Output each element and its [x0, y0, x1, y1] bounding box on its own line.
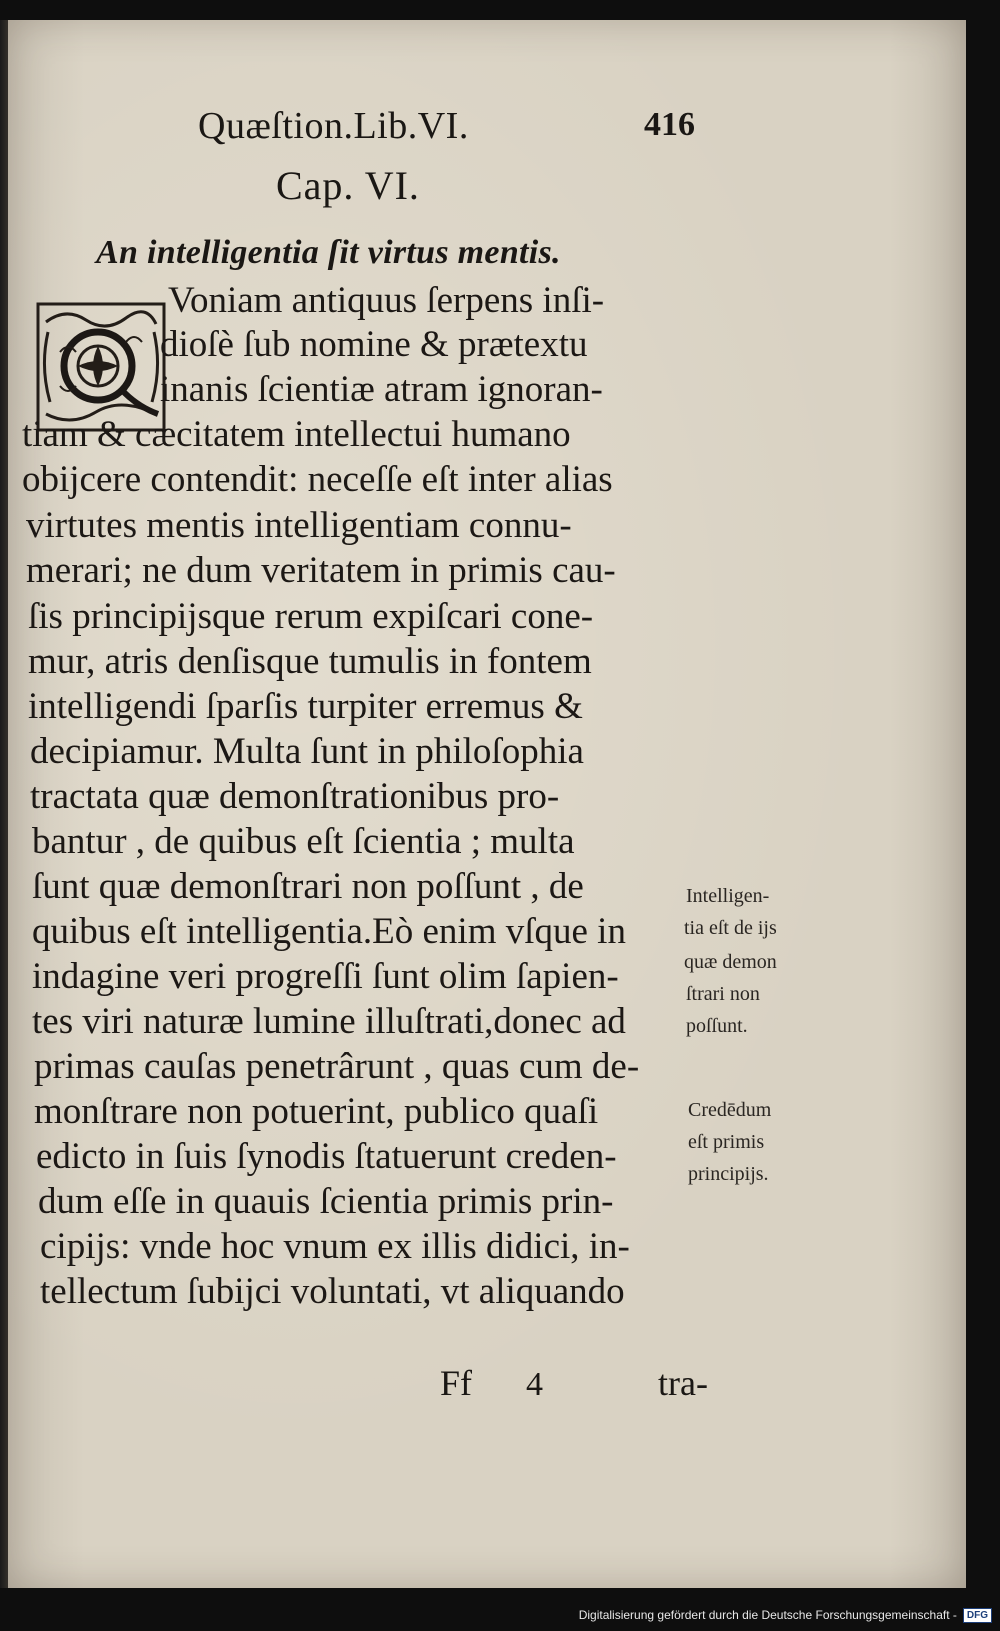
text-line: dioſè ſub nomine & prætextu — [160, 324, 588, 365]
text-line: merari; ne dum veritatem in primis cau- — [26, 550, 616, 591]
page-number: 416 — [644, 106, 695, 143]
running-title: Quæſtion.Lib.VI. — [198, 105, 469, 147]
dfg-logo: DFG — [963, 1608, 992, 1623]
text-line: intelligendi ſparſis turpiter erremus & — [28, 686, 583, 727]
text-line: primas cauſas penetrârunt , quas cum de- — [34, 1046, 640, 1087]
text-line: ſunt quæ demonſtrari non poſſunt , de — [32, 866, 584, 907]
text-line: dum eſſe in quauis ſcientia primis prin- — [38, 1181, 614, 1222]
text-line: edicto in ſuis ſynodis ſtatuerunt creden- — [36, 1136, 617, 1177]
margin-note-line: tia eſt de ijs — [684, 917, 777, 939]
text-line: ſis principijsque rerum expiſcari cone- — [28, 596, 594, 637]
text-line: tiam & cæcitatem intellectui humano — [22, 414, 571, 455]
chapter-heading: An intelligentia ſit virtus mentis. — [96, 234, 561, 271]
text-line: tes viri naturæ lumine illuſtrati,donec ad — [32, 1001, 626, 1042]
decorated-initial-q-icon — [36, 302, 166, 432]
text-line: monſtrare non potuerint, publico quaſi — [34, 1091, 599, 1132]
signature-number: 4 — [526, 1366, 543, 1403]
text-line: Voniam antiquus ſerpens inſi- — [168, 280, 605, 321]
text-line: cipijs: vnde hoc vnum ex illis didici, in- — [40, 1226, 630, 1267]
signature-mark: Ff — [440, 1363, 473, 1403]
margin-note-line: poſſunt. — [686, 1015, 748, 1037]
margin-note-line: ſtrari non — [686, 983, 760, 1005]
book-page — [8, 20, 966, 1588]
margin-note-line: Credēdum — [688, 1099, 772, 1121]
margin-note-line: Intelligen- — [686, 885, 770, 907]
digitization-footer — [579, 1605, 992, 1625]
text-line: decipiamur. Multa ſunt in philoſophia — [30, 731, 584, 772]
text-line: bantur , de quibus eſt ſcientia ; multa — [32, 821, 575, 862]
text-line: obijcere contendit: neceſſe eſt inter alias — [22, 459, 613, 500]
text-line: tellectum ſubijci voluntati, vt aliquando — [40, 1271, 625, 1312]
chapter-title: Cap. VI. — [276, 163, 420, 208]
text-line: indagine veri progreſſi ſunt olim ſapien- — [32, 956, 619, 997]
text-line: inanis ſcientiæ atram ignoran- — [160, 369, 603, 410]
text-line: mur, atris denſisque tumulis in fontem — [28, 641, 592, 682]
footer-credit: Digitalisierung gefördert durch die Deutsche Forschungsgemeinschaft - — [578, 1608, 957, 1622]
text-line: virtutes mentis intelligentiam connu- — [26, 505, 572, 546]
catchword: tra- — [658, 1363, 708, 1403]
margin-note-line: quæ demon — [684, 951, 777, 973]
text-line: quibus eſt intelligentia.Eò enim vſque in — [32, 911, 626, 952]
margin-note-line: principijs. — [688, 1163, 769, 1185]
margin-note-line: eſt primis — [688, 1131, 765, 1153]
text-line: tractata quæ demonſtrationibus pro- — [30, 776, 560, 817]
